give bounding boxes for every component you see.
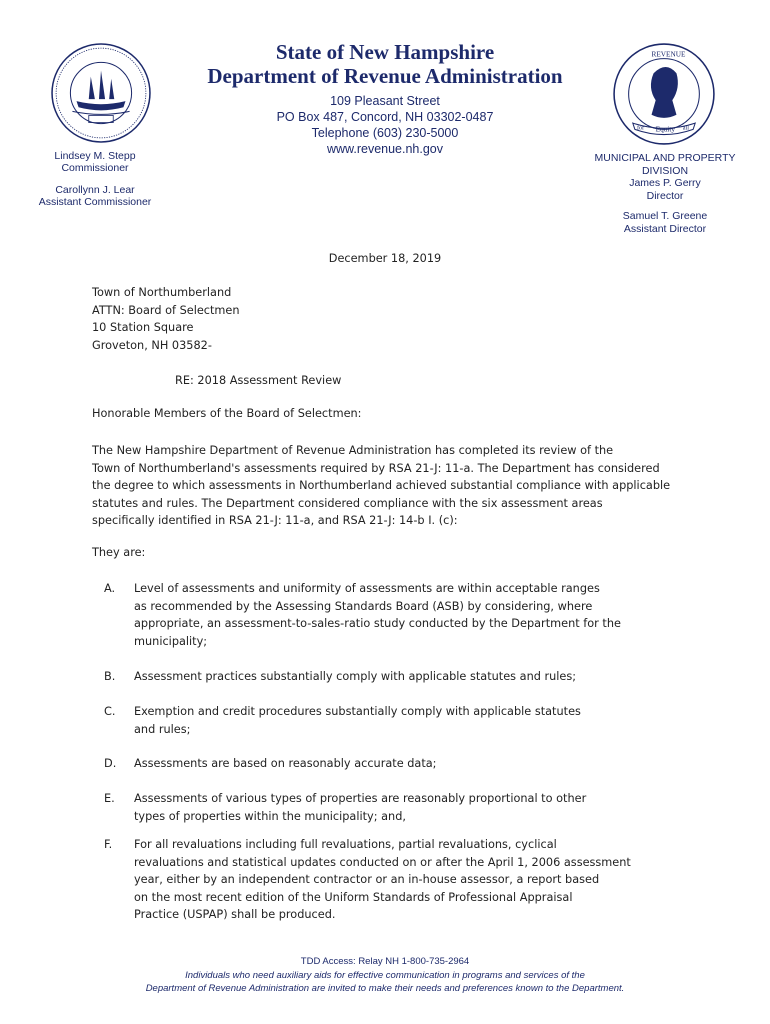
list-item-letter: F.: [104, 838, 113, 851]
assistant-director-title: Assistant Director: [623, 222, 707, 235]
telephone-line: Telephone (603) 230-5000: [311, 126, 459, 140]
addressee-line: Town of Northumberland: [92, 286, 232, 299]
list-item-text: [134, 836, 654, 924]
addressee-block: [92, 284, 240, 354]
list-item-line: types of properties within the municipality; and,: [134, 809, 406, 823]
director-title: Director: [646, 189, 684, 202]
list-item-line: as recommended by the Assessing Standards Board (ASB) by considering, where: [134, 599, 593, 613]
salutation: Honorable Members of the Board of Selectmen:: [92, 407, 362, 420]
list-item-letter: C.: [104, 705, 116, 718]
paragraph-line: The New Hampshire Department of Revenue Administration has completed its review of the: [92, 444, 614, 457]
list-item-text: [134, 580, 634, 650]
addressee-line: ATTN: Board of Selectmen: [92, 303, 240, 317]
list-intro: They are:: [92, 546, 146, 559]
list-item-line: year, either by an independent contractor or an in-house assessor, a report based: [134, 873, 600, 886]
division-name-2: DIVISION: [641, 164, 689, 177]
division-name: MUNICIPAL AND PROPERTY: [594, 152, 736, 164]
list-item-line: Exemption and credit procedures substantially comply with applicable statutes: [134, 705, 581, 718]
agency-title: State of New Hampshire: [275, 40, 495, 64]
director-name: James P. Gerry: [629, 177, 701, 189]
list-item-line: Assessment practices substantially comply with applicable statutes and rules;: [134, 670, 577, 683]
addressee-line: 10 Station Square: [92, 321, 194, 334]
list-item-line: municipality;: [134, 634, 208, 648]
paragraph-line: specifically identified in RSA 21-J: 11-a, and RSA 21-J: 14-b I. (c):: [92, 514, 458, 527]
list-item-letter: D.: [104, 757, 117, 770]
intro-paragraph: [92, 442, 712, 530]
website-link[interactable]: www.revenue.nh.gov: [326, 142, 444, 156]
list-item-text: [134, 668, 634, 686]
re-line: RE: 2018 Assessment Review: [175, 374, 342, 387]
assistant-commissioner-name: Carollynn J. Lear: [55, 184, 135, 196]
seal-banner-all: all: [682, 124, 689, 132]
list-item-line: Level of assessments and uniformity of assessments are within acceptable ranges: [134, 582, 600, 595]
paragraph-line: statutes and rules. The Department considered compliance with the six assessment areas: [92, 496, 603, 510]
list-item-text: [134, 790, 634, 825]
accessibility-notice-line: Department of Revenue Administration are invited to make their needs and preferences known to the Department.: [145, 983, 625, 994]
list-item-line: on the most recent edition of the Uniform Standards of Professional Appraisal: [134, 890, 573, 904]
letter-date: December 18, 2019: [328, 252, 442, 265]
list-item-letter: E.: [104, 792, 115, 805]
paragraph-line: Town of Northumberland's assessments required by RSA 21-J: 11-a. The Department has considered: [92, 461, 660, 475]
seal-banner-for: for: [636, 124, 645, 132]
addressee-line: Groveton, NH 03582-: [92, 338, 212, 352]
paragraph-line: the degree to which assessments in Northumberland achieved substantial compliance with applicable: [92, 479, 671, 492]
list-item-line: appropriate, an assessment-to-sales-ratio study conducted by the Department for the: [134, 617, 621, 630]
commissioner-block: [30, 150, 160, 208]
tdd-access-line: TDD Access: Relay NH 1-800-735-2964: [300, 956, 470, 967]
accessibility-notice-line: Individuals who need auxiliary aids for effective communication in programs and services of the: [185, 970, 585, 981]
commissioner-title: Commissioner: [61, 162, 129, 174]
commissioner-name: Lindsey M. Stepp: [54, 150, 136, 162]
assistant-director-name: Samuel T. Greene: [622, 210, 708, 222]
list-item-line: Practice (USPAP) shall be produced.: [134, 908, 336, 921]
list-item-text: [134, 755, 634, 773]
seal-banner-equity: Equity: [655, 125, 676, 134]
assistant-commissioner-title: Assistant Commissioner: [38, 196, 152, 208]
list-item-line: Assessments are based on reasonably accurate data;: [134, 757, 437, 770]
list-item-letter: A.: [104, 582, 116, 595]
agency-subtitle: Department of Revenue Administration: [207, 64, 563, 88]
list-item-line: Assessments of various types of properties are reasonably proportional to other: [134, 792, 587, 805]
address-line: 109 Pleasant Street: [330, 94, 440, 108]
address-line: PO Box 487, Concord, NH 03302-0487: [276, 110, 494, 124]
list-item-text: [134, 703, 634, 738]
list-item-letter: B.: [104, 670, 116, 683]
list-item-line: For all revaluations including full revaluations, partial revaluations, cyclical: [134, 838, 557, 851]
list-item-line: revaluations and statistical updates conducted on or after the April 1, 2006 assessment: [134, 855, 631, 869]
list-item-line: and rules;: [134, 722, 191, 736]
division-block: [590, 152, 740, 235]
seal-top-text: REVENUE: [651, 50, 686, 59]
